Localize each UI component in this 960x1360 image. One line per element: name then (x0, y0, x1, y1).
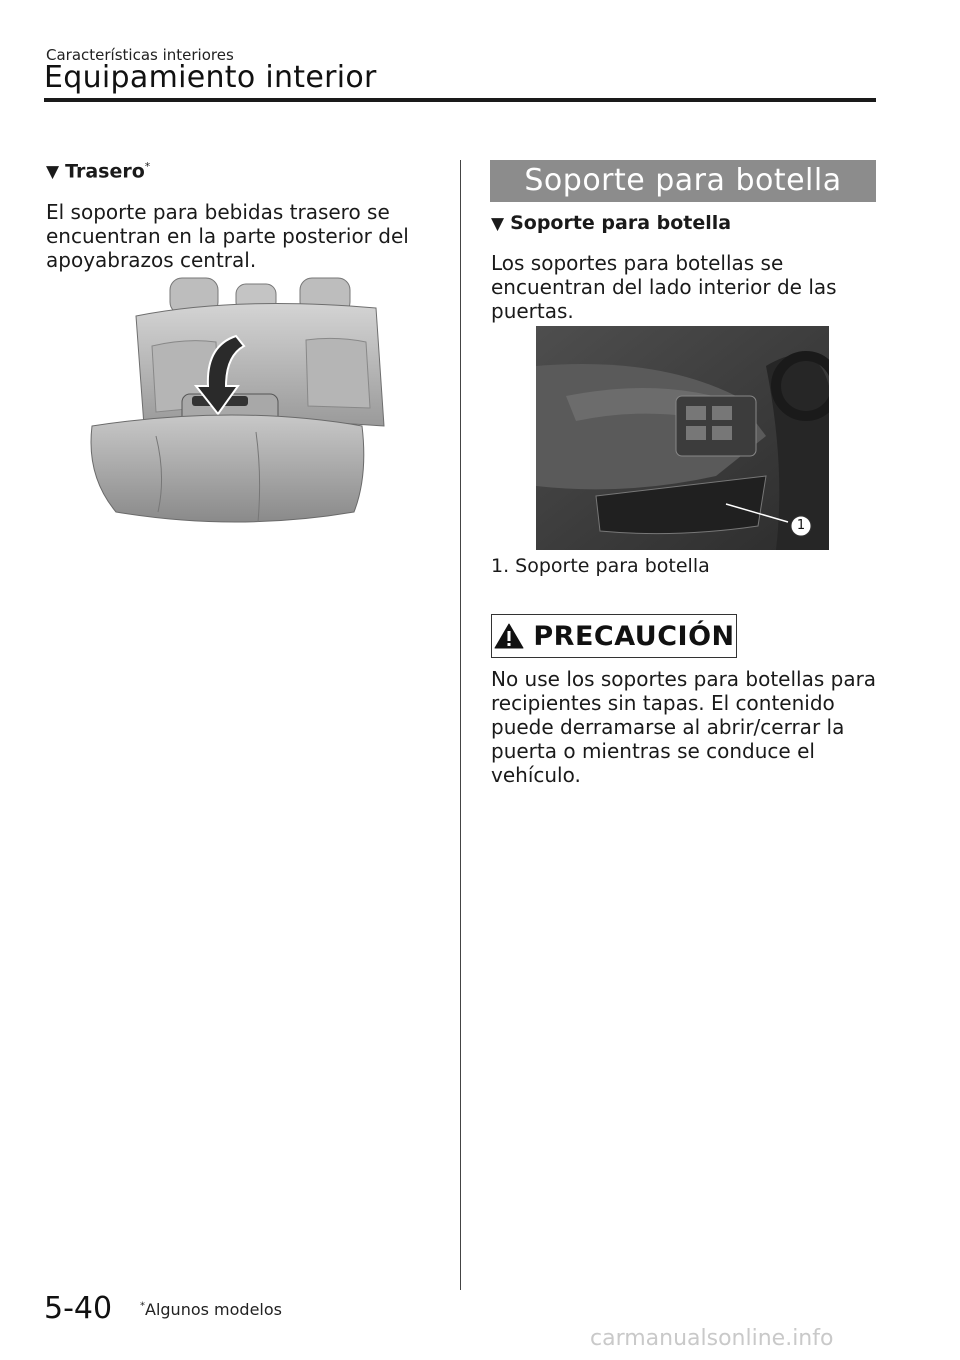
page-title: Equipamiento interior (44, 60, 377, 95)
triangle-down-icon: ▼ (491, 214, 505, 234)
watermark: carmanualsonline.info (590, 1326, 834, 1351)
bottle-holder-heading (491, 212, 731, 234)
title-rule (44, 98, 876, 102)
section-subtitle: Características interiores (46, 46, 234, 64)
triangle-down-icon: ▼ (46, 162, 60, 183)
footnote (140, 1300, 282, 1319)
caution-box (491, 614, 737, 658)
door-bottle-holder-photo (536, 326, 829, 550)
column-divider (460, 160, 461, 1290)
callout-number: 1 (796, 518, 806, 533)
bottle-holder-heading-text: Soporte para botella (510, 212, 732, 234)
photo-caption: 1. Soporte para botella (491, 555, 710, 577)
optional-mark: * (144, 160, 151, 173)
page-number: 5-40 (44, 1291, 113, 1326)
footnote-text: Algunos modelos (145, 1300, 282, 1319)
rear-heading-text: Trasero (65, 160, 145, 183)
section-banner: Soporte para botella (490, 160, 876, 202)
rear-heading (46, 160, 150, 182)
bottle-holder-paragraph: Los soportes para botellas se encuentran del lado interior de las puertas. (491, 251, 837, 323)
rear-seat-illustration (86, 276, 392, 532)
warning-triangle-icon (493, 622, 525, 650)
rear-paragraph: El soporte para bebidas trasero se encuentran en la parte posterior del apoyabrazos central. (46, 200, 409, 272)
caution-label: PRECAUCIÓN (533, 620, 735, 652)
caution-text: No use los soportes para botellas para recipientes sin tapas. El contenido puede derramarse al abrir/cerrar la puerta o mientras se conduce el vehículo. (491, 667, 877, 787)
footnote-mark: * (140, 1300, 145, 1312)
